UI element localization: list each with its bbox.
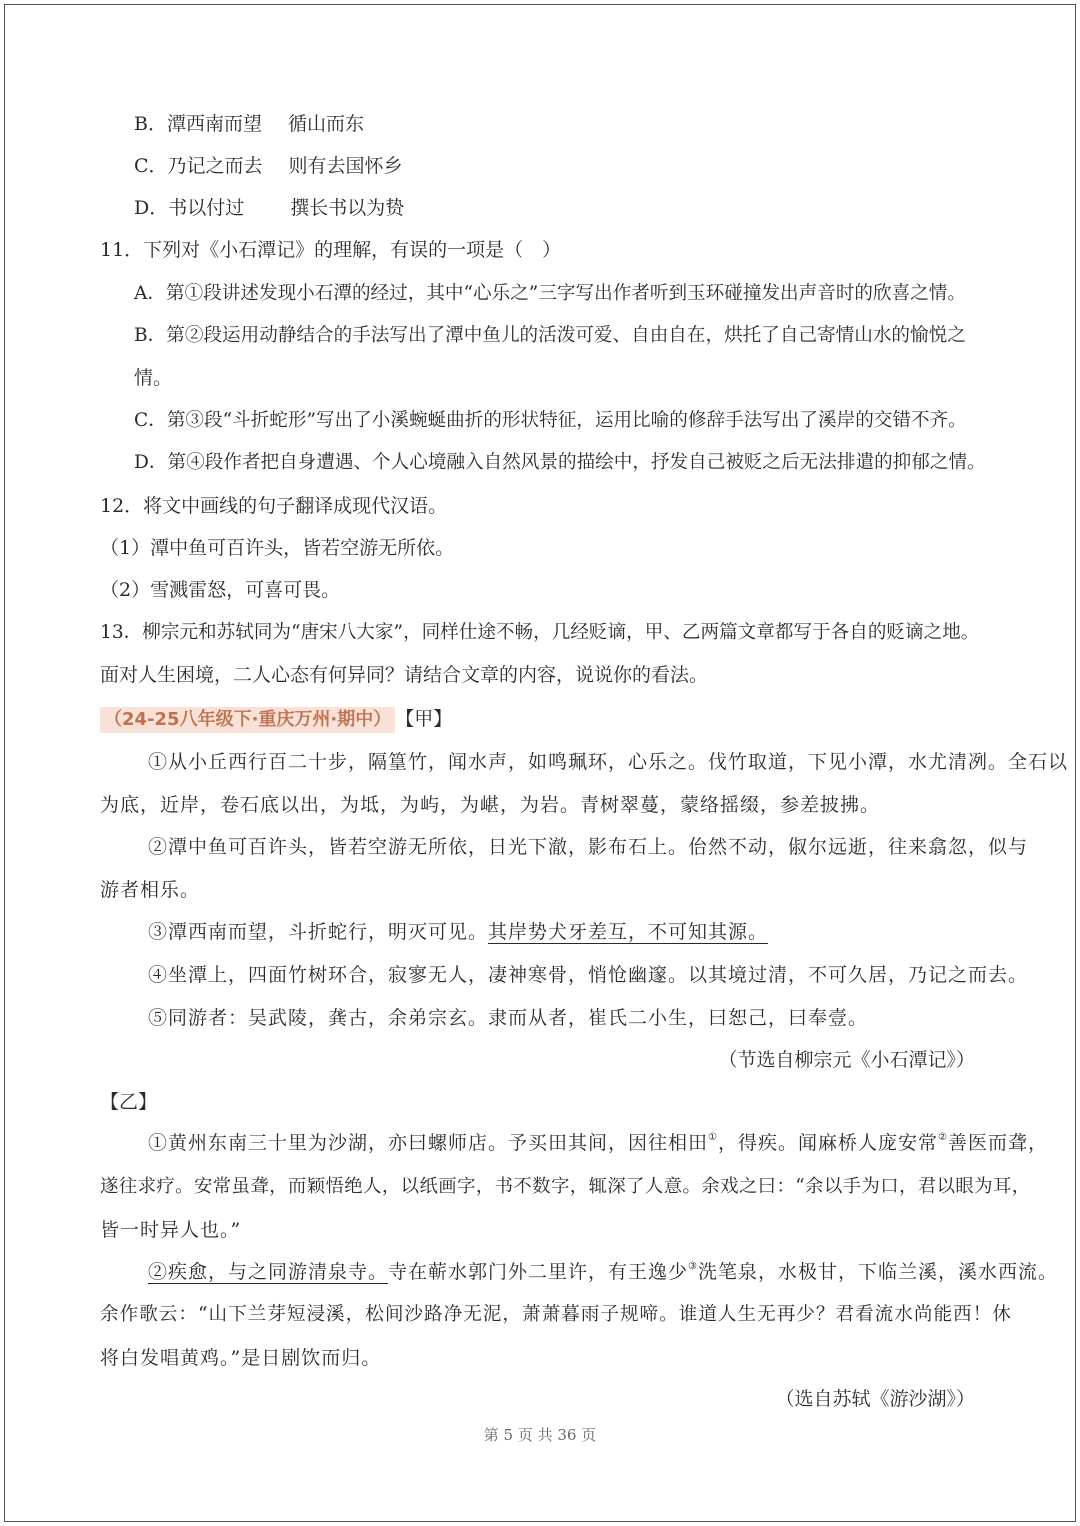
passage-jia-p5: ⑤同游者：吴武陵，龚古，余弟宗玄。隶而从者，崔氏二小生，曰恕己，曰奉壹。 bbox=[148, 1007, 869, 1029]
passage-yi-p1-line-2: 遂往求疗。安常虽聋，而颖悟绝人，以纸画字，书不数字，辄深了人意。余戏之曰：“余以手为口，君以眼为耳， bbox=[100, 1176, 1031, 1197]
q10-option-b bbox=[134, 115, 364, 134]
passage-yi-p1-line-1 bbox=[148, 1134, 1048, 1153]
passage-yi-p1-text-2: ，得疾。闻麻桥人庞安常 bbox=[717, 1132, 938, 1154]
passage-jia-p2-line-1: ②潭中鱼可百许头，皆若空游无所依，日光下澈，影布石上。佁然不动，俶尔远逝，往来翕忽，似与 bbox=[148, 836, 1029, 858]
q10-option-c-right: 则有去国怀乡 bbox=[288, 155, 403, 177]
passage-yi-credit: （选自苏轼《游沙湖》） bbox=[775, 1388, 975, 1410]
source-tag: （24-25八年级下·重庆万州·期中） bbox=[100, 707, 395, 733]
underlined-sentence-2: ②疾愈，与之同游清泉寺。 bbox=[148, 1261, 389, 1283]
q11-option-a: A．第①段讲述发现小石潭的经过，其中“心乐之”三字写出作者听到玉环碰撞发出声音时的欣喜之情。 bbox=[134, 283, 966, 304]
passage-yi-p2-line-1 bbox=[148, 1263, 1058, 1282]
footnote-marker-1: ① bbox=[708, 1132, 718, 1143]
q12-item-2: （2）雪溅雷怒，可喜可畏。 bbox=[100, 579, 341, 601]
q13-stem-line-1: 13．柳宗元和苏轼同为“唐宋八大家”，同样仕途不畅，几经贬谪，甲、乙两篇文章都写于各自的贬谪之地。 bbox=[100, 622, 980, 643]
passage-yi-p1-text-1: ①黄州东南三十里为沙湖，亦曰螺师店。予买田其间，因往相田 bbox=[148, 1132, 709, 1154]
passage-jia-credit: （节选自柳宗元《小石潭记》） bbox=[718, 1049, 975, 1071]
passage-yi-p2-text-2: 洗笔泉，水极甘，下临兰溪，溪水西流。 bbox=[698, 1261, 1059, 1283]
q12-stem: 12．将文中画线的句子翻译成现代汉语。 bbox=[100, 495, 448, 517]
passage-yi-p2-line-2: 余作歌云：“山下兰芽短浸溪，松间沙路净无泥，萧萧暮雨子规啼。谁道人生无再少？君看流水尚能西！休 bbox=[100, 1304, 1012, 1325]
passage-jia-p1-line-1: ①从小丘西行百二十步，隔篁竹，闻水声，如鸣珮环，心乐之。伐竹取道，下见小潭，水尤清冽。全石以 bbox=[148, 751, 1069, 773]
passage-yi-p1-text-3: 善医而聋， bbox=[947, 1132, 1048, 1154]
passage-jia-p1-line-2: 为底，近岸，卷石底以出，为坻，为屿，为嵁，为岩。青树翠蔓，蒙络摇缀，参差披拂。 bbox=[100, 794, 881, 816]
q11-option-b-cont: 情。 bbox=[134, 367, 173, 389]
footnote-marker-3: ③ bbox=[688, 1261, 698, 1272]
footnote-marker-2: ② bbox=[938, 1132, 948, 1143]
passage-yi-p2-line-3: 将白发唱黄鸡。”是日剧饮而归。 bbox=[100, 1347, 382, 1369]
q10-option-d bbox=[134, 199, 404, 218]
q10-option-d-left: D．书以付过 bbox=[134, 197, 245, 219]
q10-option-d-right: 撰长书以为贽 bbox=[290, 197, 405, 219]
passage-jia-p3 bbox=[148, 923, 768, 942]
q10-option-c-left: C．乃记之而去 bbox=[134, 155, 263, 177]
q11-stem: 11．下列对《小石潭记》的理解，有误的一项是（ ） bbox=[100, 239, 562, 261]
passage-yi-label: 【乙】 bbox=[100, 1091, 158, 1113]
page-footer: 第 5 页 共 36 页 bbox=[483, 1426, 597, 1444]
q10-option-b-left: B．潭西南而望 bbox=[134, 113, 262, 135]
underlined-sentence: 其岸势犬牙差互，不可知其源。 bbox=[488, 921, 769, 943]
q10-option-c bbox=[134, 157, 403, 176]
q13-stem-line-2: 面对人生困境，二人心态有何异同？请结合文章的内容，说说你的看法。 bbox=[100, 664, 709, 686]
q10-option-b-right: 循山而东 bbox=[287, 113, 364, 135]
passage-jia-p3-text: ③潭西南而望，斗折蛇行，明灭可见。 bbox=[148, 921, 489, 943]
passage-jia-label: 【甲】 bbox=[395, 708, 453, 730]
q11-option-c: C．第③段“斗折蛇形”写出了小溪蜿蜒曲折的形状特征，运用比喻的修辞手法写出了溪岸的交错不齐。 bbox=[134, 410, 967, 431]
passage-yi-p2-text-1: 寺在蕲水郭门外二里许，有王逸少 bbox=[388, 1261, 689, 1283]
passage-jia-p4: ④坐潭上，四面竹树环合，寂寥无人，凄神寒骨，悄怆幽邃。以其境过清，不可久居，乃记之而去。 bbox=[148, 964, 1029, 986]
q11-option-d: D．第④段作者把自身遭遇、个人心境融入自然风景的描绘中，抒发自己被贬之后无法排遣的抑郁之情。 bbox=[134, 452, 986, 473]
passage-jia-header bbox=[100, 707, 452, 733]
q11-option-b: B．第②段运用动静结合的手法写出了潭中鱼儿的活泼可爱、自由自在，烘托了自己寄情山水的愉悦之 bbox=[134, 325, 966, 346]
passage-jia-p2-line-2: 游者相乐。 bbox=[100, 879, 201, 901]
passage-yi-p1-line-3: 皆一时异人也。” bbox=[100, 1219, 242, 1241]
q12-item-1: （1）潭中鱼可百许头，皆若空游无所依。 bbox=[100, 537, 455, 559]
